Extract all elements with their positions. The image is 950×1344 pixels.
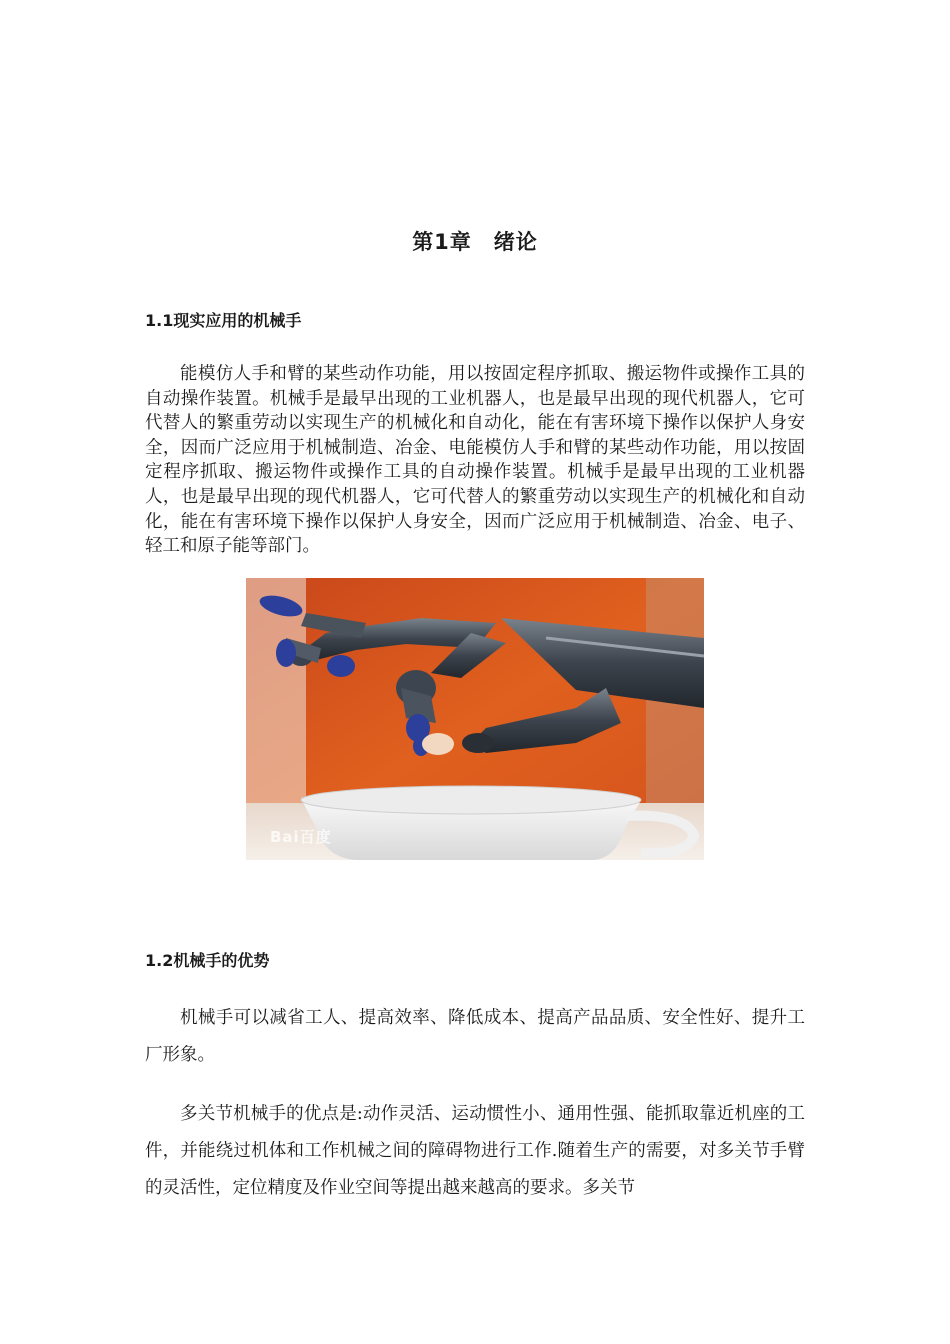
paragraph-multi-joint xyxy=(145,1096,805,1207)
robot-hand-photo xyxy=(246,578,704,860)
watermark-logo: Bai百度 xyxy=(270,828,332,846)
paragraph-intro xyxy=(145,362,805,559)
paragraph-text: 能模仿人手和臂的某些动作功能，用以按固定程序抓取、搬运物件或操作工具的自动操作装置。机械手是最早出现的工业机器人，也是最早出现的现代机器人，它可代替人的繁重劳动以实现生产的机械化和自动化，能在有害环境下操作以保护人身安全，因而广泛应用于机械制造、冶金、电能模仿人手和臂的某些动作功能，用以按固定程序抓取、搬运物件或操作工具的自动操作装置。机械手是最早出现的工业机器人，也是最早出现的现代机器人，它可代替人的繁重劳动以实现生产的机械化和自动化，能在有害环境下操作以保护人身安全，因而广泛应用于机械制造、冶金、电子、轻工和原子能等部门。 xyxy=(145,364,805,557)
paragraph-advantages xyxy=(145,1000,805,1074)
section-heading-1-2: 1.2机械手的优势 xyxy=(145,951,270,970)
paragraph-text: 机械手可以减省工人、提高效率、降低成本、提高产品品质、安全性好、提升工厂形象。 xyxy=(145,1008,805,1065)
section-heading-1-1: 1.1现实应用的机械手 xyxy=(145,311,302,330)
robot-hand-illustration xyxy=(246,578,704,860)
chapter-title: 第1章 绪论 xyxy=(412,230,538,254)
paragraph-text: 多关节机械手的优点是:动作灵活、运动惯性小、通用性强、能抓取靠近机座的工件，并能绕过机体和工作机械之间的障碍物进行工作.随着生产的需要，对多关节手臂的灵活性，定位精度及作业空间等提出越来越高的要求。多关节 xyxy=(145,1104,805,1198)
